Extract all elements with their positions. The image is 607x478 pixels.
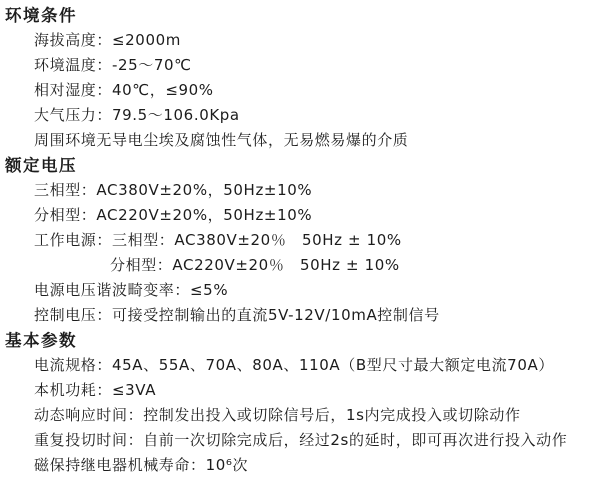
spec-line-three-phase: 三相型：AC380V±20%，50Hz±10% bbox=[34, 181, 313, 199]
spec-line-control-voltage: 控制电压：可接受控制输出的直流5V-12V/10mA控制信号 bbox=[34, 306, 440, 324]
section-heading-rated-voltage: 额定电压 bbox=[5, 156, 77, 175]
spec-line-repeat-switching-time: 重复投切时间：自前一次切除完成后，经过2s的延时，即可再次进行投入动作 bbox=[34, 431, 568, 449]
spec-line-dynamic-response-time: 动态响应时间：控制发出投入或切除信号后，1s内完成投入或切除动作 bbox=[34, 406, 521, 424]
spec-line-current-ratings: 电流规格：45A、55A、70A、80A、110A（B型尺寸最大额定电流70A） bbox=[34, 356, 554, 374]
spec-line-atmospheric-pressure: 大气压力：79.5～106.0Kpa bbox=[34, 106, 240, 124]
spec-line-working-power-three-phase: 工作电源：三相型：AC380V±20％ 50Hz ± 10% bbox=[34, 231, 402, 249]
spec-line-altitude: 海拔高度：≤2000m bbox=[34, 31, 181, 49]
section-heading-basic-parameters: 基本参数 bbox=[5, 331, 77, 350]
section-rated-voltage bbox=[5, 153, 607, 328]
spec-line-working-power-split-phase: 分相型：AC220V±20％ 50Hz ± 10% bbox=[110, 256, 400, 274]
spec-line-ambient-temperature: 环境温度：-25～70℃ bbox=[34, 56, 192, 74]
section-heading-environment: 环境条件 bbox=[5, 6, 77, 25]
spec-line-split-phase: 分相型：AC220V±20%，50Hz±10% bbox=[34, 206, 313, 224]
section-environment-conditions bbox=[5, 3, 607, 153]
spec-line-surrounding-environment: 周围环境无导电尘埃及腐蚀性气体，无易燃易爆的介质 bbox=[34, 131, 409, 149]
spec-line-power-consumption: 本机功耗：≤3VA bbox=[34, 381, 157, 399]
spec-line-relay-mechanical-life: 磁保持继电器机械寿命：10⁶次 bbox=[34, 456, 249, 474]
spec-line-harmonic-distortion: 电源电压谐波畸变率：≤5% bbox=[34, 281, 229, 299]
section-basic-parameters bbox=[5, 328, 607, 478]
spec-line-relative-humidity: 相对湿度：40℃，≤90% bbox=[34, 81, 214, 99]
